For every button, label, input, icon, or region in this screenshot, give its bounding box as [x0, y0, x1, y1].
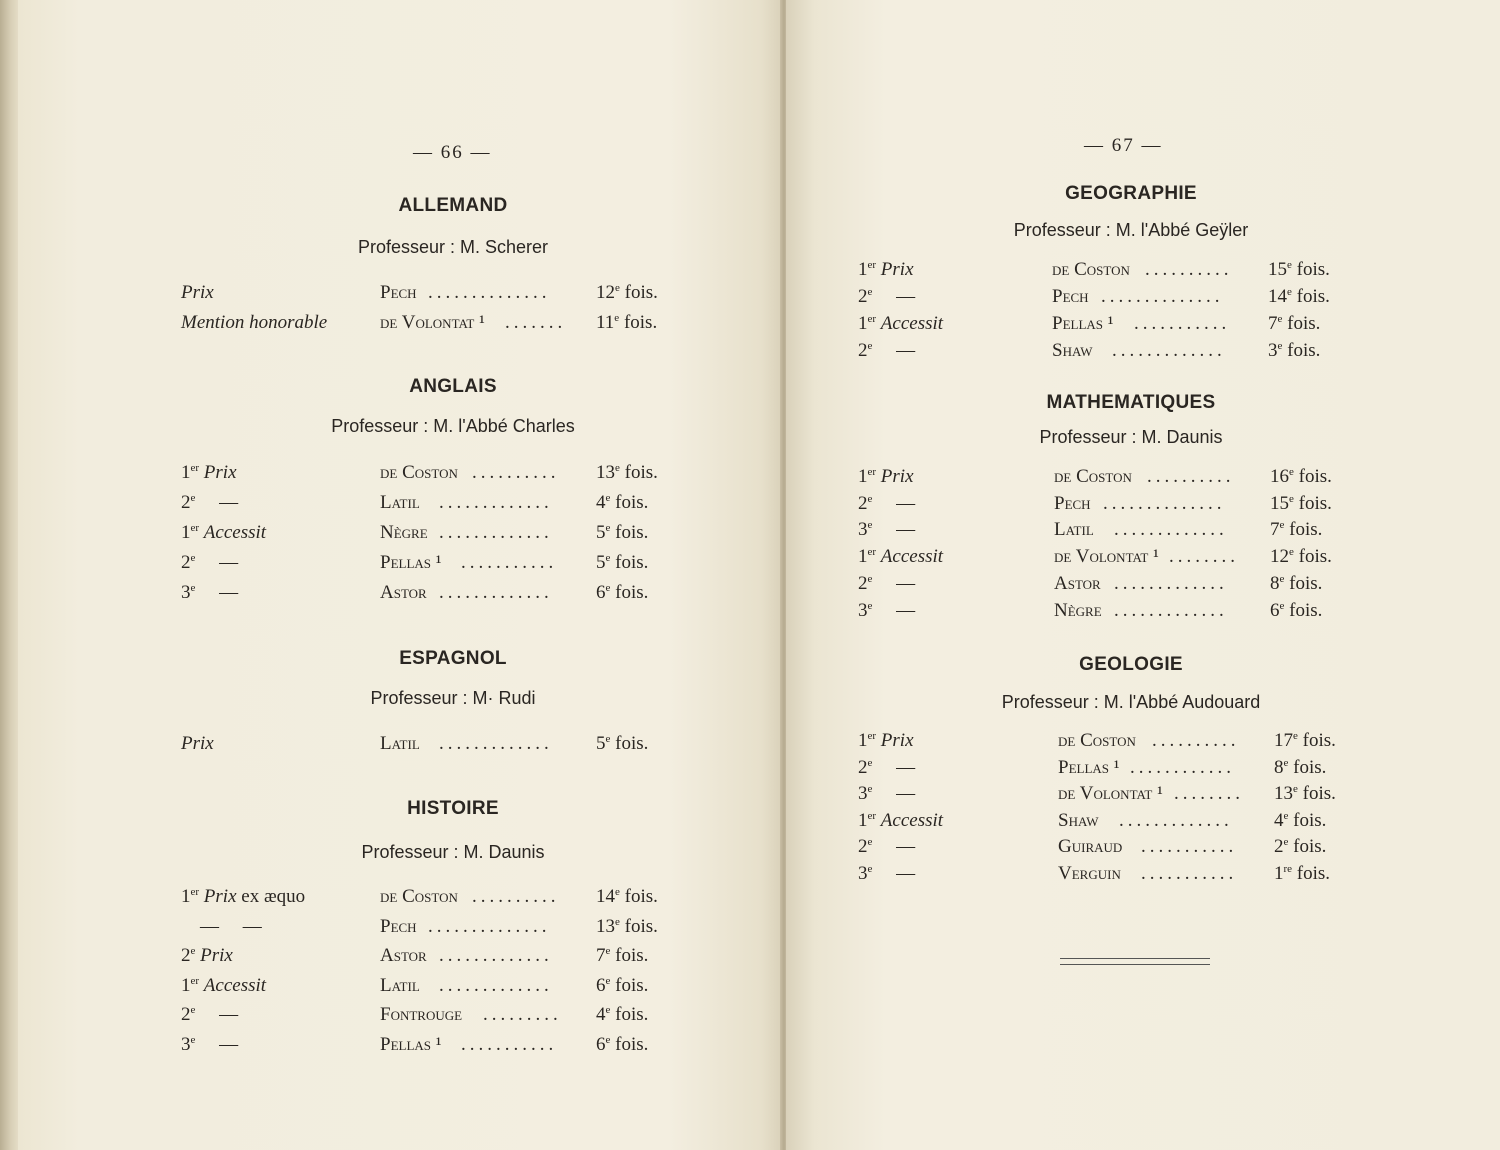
- result-row: [18, 310, 784, 336]
- leader-dots: ..........: [1145, 259, 1233, 280]
- result-row: [786, 598, 1500, 624]
- professor-line: Professeur : M. l'Abbé Audouard: [1001, 692, 1261, 712]
- student-name: de Volontat ¹: [1054, 546, 1159, 568]
- result-row: [18, 550, 784, 576]
- book-edge: [0, 0, 18, 1150]
- rank-label: 3e —: [858, 519, 916, 541]
- leader-dots: ..............: [428, 915, 551, 937]
- professor-line: Professeur : M. Daunis: [361, 842, 545, 862]
- result-row: [18, 580, 784, 606]
- times-count: 13e fois.: [596, 462, 658, 483]
- student-name: Latil: [380, 492, 420, 513]
- page-number: — 67 —: [1084, 135, 1163, 156]
- rank-label: 1er Accessit: [181, 522, 267, 543]
- times-count: 6e fois.: [596, 974, 649, 996]
- leader-dots: ..........: [1152, 730, 1240, 751]
- professor-line: Professeur : M. Daunis: [1039, 427, 1223, 447]
- student-name: Pech: [380, 915, 417, 937]
- times-count: 12e fois.: [1270, 546, 1332, 568]
- section-title: ESPAGNOL: [399, 648, 507, 669]
- professor-line: Professeur : M. Scherer: [357, 237, 549, 257]
- times-count: 2e fois.: [1274, 836, 1327, 857]
- rank-label: Prix: [181, 282, 214, 303]
- rank-label: 2e —: [858, 286, 916, 307]
- result-row: [18, 520, 784, 546]
- times-count: 6e fois.: [1270, 599, 1323, 621]
- section-title: GEOGRAPHIE: [1065, 183, 1197, 204]
- rank-label: 2e —: [858, 340, 916, 361]
- times-count: 1re fois.: [1274, 862, 1331, 884]
- rank-label: 2e —: [181, 552, 239, 573]
- result-row: [786, 544, 1500, 570]
- student-name: Pellas ¹: [380, 552, 442, 573]
- result-row: [786, 464, 1500, 490]
- rank-label: 2e —: [181, 1004, 239, 1025]
- times-count: 5e fois.: [596, 522, 649, 543]
- rank-label: Prix: [181, 733, 214, 754]
- section-title: GEOLOGIE: [1079, 654, 1183, 675]
- rank-label: 1er Prix: [858, 730, 914, 751]
- leader-dots: ............: [1130, 756, 1235, 778]
- leader-dots: .............: [439, 582, 553, 603]
- result-row: [18, 973, 784, 999]
- student-name: Latil: [380, 974, 420, 996]
- student-name: de Coston: [1054, 466, 1132, 487]
- student-name: Astor: [380, 582, 427, 603]
- student-name: Pech: [1054, 492, 1091, 514]
- student-name: de Coston: [1058, 730, 1136, 751]
- result-row: [786, 728, 1500, 754]
- student-name: de Coston: [1052, 259, 1130, 280]
- leader-dots: ..............: [1103, 492, 1226, 514]
- student-name: Astor: [380, 945, 427, 966]
- leader-dots: ...........: [1141, 836, 1238, 857]
- rank-label: 1er Prix: [181, 462, 237, 483]
- page-number: — 66 —: [413, 142, 492, 163]
- rank-label: 3e —: [858, 862, 916, 884]
- professor-line: Professeur : M· Rudi: [370, 688, 536, 708]
- rank-label: 2e —: [858, 756, 916, 778]
- leader-dots: ...........: [1141, 862, 1238, 884]
- leader-dots: ...........: [461, 552, 558, 573]
- leader-dots: ...........: [1134, 313, 1231, 334]
- student-name: Verguin: [1058, 862, 1121, 884]
- professor-line: Professeur : M. l'Abbé Charles: [331, 416, 575, 436]
- rank-label: — —: [181, 915, 262, 937]
- times-count: 5e fois.: [596, 733, 649, 754]
- rank-label: 3e —: [858, 599, 916, 621]
- times-count: 13e fois.: [1274, 783, 1336, 804]
- result-row: [786, 808, 1500, 834]
- student-name: Pech: [1052, 286, 1089, 307]
- times-count: 5e fois.: [596, 552, 649, 573]
- rank-label: 1er Prix ex æquo: [181, 886, 306, 907]
- result-row: [786, 257, 1500, 283]
- leader-dots: .............: [1114, 572, 1228, 594]
- section-title: ANGLAIS: [409, 376, 497, 397]
- result-row: [786, 781, 1500, 807]
- leader-dots: .............: [1119, 809, 1233, 831]
- leader-dots: .............: [1114, 519, 1228, 541]
- rank-label: 2e —: [858, 492, 916, 514]
- rank-label: 1er Prix: [858, 466, 914, 487]
- student-name: de Volontat ¹: [380, 312, 485, 333]
- result-row: [786, 491, 1500, 517]
- result-row: [18, 1002, 784, 1028]
- result-row: [786, 338, 1500, 364]
- student-name: Pellas ¹: [1058, 756, 1120, 778]
- rank-label: 1er Prix: [858, 259, 914, 280]
- leader-dots: .............: [439, 522, 553, 543]
- leader-dots: ..........: [472, 462, 560, 483]
- times-count: 6e fois.: [596, 1033, 649, 1055]
- section-title: ALLEMAND: [398, 195, 508, 216]
- result-row: [18, 914, 784, 940]
- section-title: HISTOIRE: [407, 798, 499, 819]
- leader-dots: .........: [483, 1004, 562, 1025]
- rank-label: 2e —: [181, 492, 239, 513]
- rank-label: 2e —: [858, 572, 916, 594]
- left-page: [18, 0, 784, 1150]
- rank-label: 3e —: [858, 783, 916, 804]
- student-name: Pech: [380, 282, 417, 303]
- leader-dots: .............: [439, 492, 553, 513]
- result-row: [18, 490, 784, 516]
- rank-label: 2e Prix: [181, 945, 233, 966]
- times-count: 3e fois.: [1268, 340, 1321, 361]
- rank-label: 1er Accessit: [858, 313, 944, 334]
- times-count: 15e fois.: [1268, 259, 1330, 280]
- result-row: [18, 460, 784, 486]
- student-name: de Coston: [380, 886, 458, 907]
- student-name: de Volontat ¹: [1058, 783, 1163, 804]
- student-name: Nègre: [380, 522, 428, 543]
- rank-label: 3e —: [181, 1033, 239, 1055]
- result-row: [786, 755, 1500, 781]
- student-name: Nègre: [1054, 599, 1102, 621]
- times-count: 15e fois.: [1270, 492, 1332, 514]
- leader-dots: .............: [439, 974, 553, 996]
- times-count: 4e fois.: [596, 1004, 649, 1025]
- times-count: 14e fois.: [1268, 286, 1330, 307]
- leader-dots: ..........: [1147, 466, 1235, 487]
- student-name: Astor: [1054, 572, 1101, 594]
- times-count: 8e fois.: [1270, 572, 1323, 594]
- leader-dots: ...........: [461, 1033, 558, 1055]
- times-count: 11e fois.: [596, 312, 658, 333]
- rank-label: 2e —: [858, 836, 916, 857]
- result-row: [786, 571, 1500, 597]
- student-name: de Coston: [380, 462, 458, 483]
- leader-dots: ..............: [1101, 286, 1224, 307]
- result-row: [786, 834, 1500, 860]
- times-count: 7e fois.: [596, 945, 649, 966]
- times-count: 7e fois.: [1270, 519, 1323, 541]
- result-row: [18, 731, 784, 757]
- times-count: 8e fois.: [1274, 756, 1327, 778]
- leader-dots: .............: [1112, 340, 1226, 361]
- result-row: [786, 517, 1500, 543]
- student-name: Shaw: [1058, 809, 1099, 831]
- student-name: Pellas ¹: [1052, 313, 1114, 334]
- result-row: [786, 861, 1500, 887]
- times-count: 13e fois.: [596, 915, 658, 937]
- rank-label: Mention honorable: [181, 312, 328, 333]
- result-row: [18, 1032, 784, 1058]
- student-name: Latil: [1054, 519, 1094, 541]
- student-name: Fontrouge: [380, 1004, 463, 1025]
- result-row: [786, 284, 1500, 310]
- rank-label: 1er Accessit: [858, 546, 944, 568]
- times-count: 4e fois.: [1274, 809, 1327, 831]
- result-row: [786, 311, 1500, 337]
- student-name: Shaw: [1052, 340, 1093, 361]
- times-count: 4e fois.: [596, 492, 649, 513]
- section-title: MATHEMATIQUES: [1046, 392, 1216, 413]
- rank-label: 1er Accessit: [858, 809, 944, 831]
- double-rule-divider: [1060, 958, 1210, 965]
- student-name: Guiraud: [1058, 836, 1123, 857]
- leader-dots: .......: [505, 312, 567, 333]
- times-count: 7e fois.: [1268, 313, 1321, 334]
- student-name: Latil: [380, 733, 420, 754]
- times-count: 14e fois.: [596, 886, 658, 907]
- times-count: 12e fois.: [596, 282, 658, 303]
- right-page: [786, 0, 1500, 1150]
- leader-dots: .............: [1114, 599, 1228, 621]
- leader-dots: ........: [1174, 783, 1244, 804]
- leader-dots: ........: [1169, 546, 1239, 568]
- student-name: Pellas ¹: [380, 1033, 442, 1055]
- result-row: [18, 280, 784, 306]
- times-count: 6e fois.: [596, 582, 649, 603]
- rank-label: 1er Accessit: [181, 974, 267, 996]
- rank-label: 3e —: [181, 582, 239, 603]
- times-count: 16e fois.: [1270, 466, 1332, 487]
- leader-dots: ..............: [428, 282, 551, 303]
- times-count: 17e fois.: [1274, 730, 1336, 751]
- leader-dots: ..........: [472, 886, 560, 907]
- leader-dots: .............: [439, 733, 553, 754]
- result-row: [18, 943, 784, 969]
- professor-line: Professeur : M. l'Abbé Geÿler: [1013, 220, 1249, 240]
- result-row: [18, 884, 784, 910]
- leader-dots: .............: [439, 945, 553, 966]
